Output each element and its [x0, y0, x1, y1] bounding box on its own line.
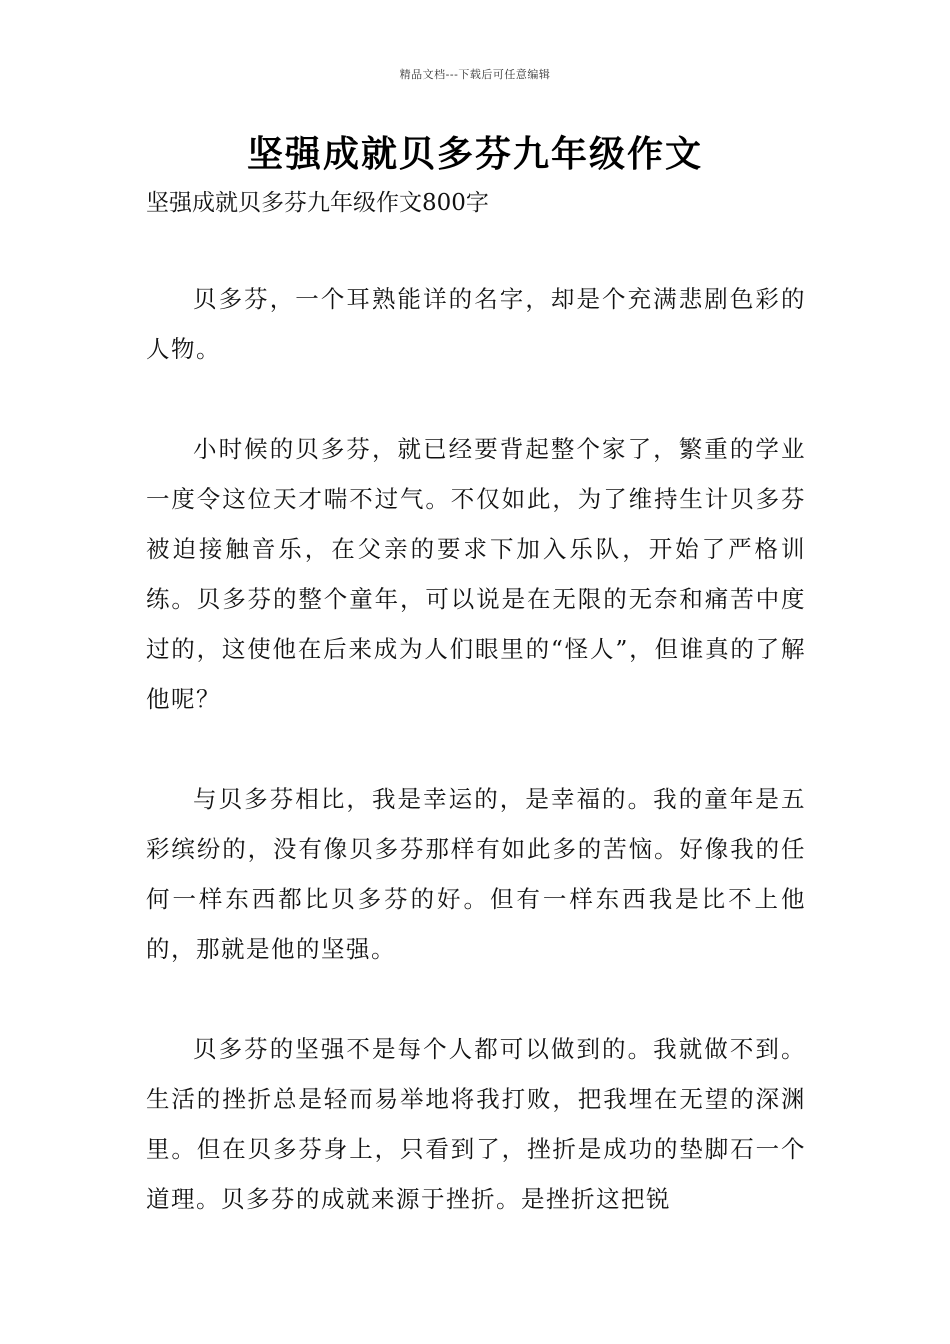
- header-note: 精品文档---下载后可任意编辑: [399, 68, 551, 81]
- paragraph: 小时候的贝多芬，就已经要背起整个家了，繁重的学业一度令这位天才喘不过气。不仅如此，为了维持生计贝多芬被迫接触音乐，在父亲的要求下加入乐队，开始了严格训练。贝多芬的整个童年，可以说是在无限的无奈和痛苦中度过的，这使他在后来成为人们眼里的“怪人”，但谁真的了解他呢？: [146, 435, 806, 713]
- document-title: 坚强成就贝多芬九年级作文: [246, 134, 703, 175]
- paragraph: 与贝多芬相比，我是幸运的，是幸福的。我的童年是五彩缤纷的，没有像贝多芬那样有如此多的苦恼。好像我的任何一样东西都比贝多芬的好。但有一样东西我是比不上他的，那就是他的坚强。: [146, 785, 806, 963]
- document-subtitle: 坚强成就贝多芬九年级作文800字: [146, 190, 489, 216]
- body-text: [146, 274, 806, 1274]
- paragraph: 贝多芬的坚强不是每个人都可以做到的。我就做不到。生活的挫折总是轻而易举地将我打败，把我埋在无望的深渊里。但在贝多芬身上，只看到了，挫折是成功的垫脚石一个道理。贝多芬的成就来源于挫折。是挫折这把锐: [146, 1035, 806, 1213]
- paragraph: 贝多芬，一个耳熟能详的名字，却是个充满悲剧色彩的人物。: [146, 285, 806, 363]
